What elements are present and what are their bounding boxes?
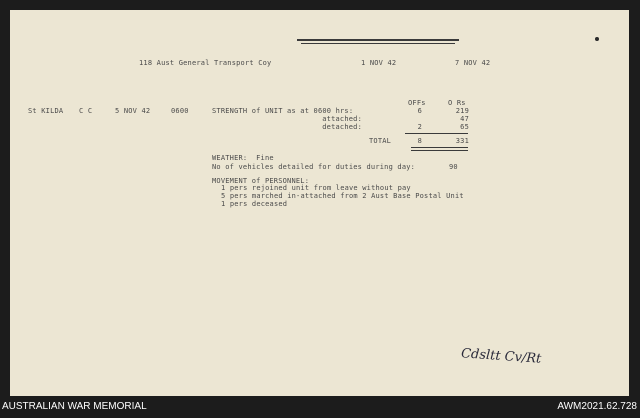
document-page <box>10 10 629 396</box>
total-double-rule-2 <box>411 150 468 151</box>
row-label-detached: detached: <box>322 123 362 131</box>
vehicles-label: No of vehicles detailed for duties during day: <box>212 163 416 171</box>
total-offrs: 8 <box>417 137 422 145</box>
footer-accession: AWM2021.62.728 <box>557 401 637 412</box>
date-to: 7 NOV 42 <box>455 59 491 67</box>
entry-code: C C <box>79 107 93 115</box>
movement-item: 1 pers rejoined unit from leave without pay <box>221 184 411 192</box>
date-from: 1 NOV 42 <box>361 59 397 67</box>
entry-time: 0600 <box>171 107 189 115</box>
punch-dot <box>595 37 599 41</box>
entry-date: 5 NOV 42 <box>115 107 151 115</box>
row-ors-detached: 65 <box>460 123 469 131</box>
total-ors: 331 <box>455 137 469 145</box>
row-ors-value: 219 <box>455 107 469 115</box>
row-offrs-value: 6 <box>417 107 422 115</box>
top-rule <box>297 39 459 41</box>
row-label-attached: attached: <box>322 115 362 123</box>
weather-line: WEATHER: Fine <box>212 154 274 162</box>
subtotal-rule <box>405 133 468 134</box>
top-rule-2 <box>301 43 455 44</box>
strength-title: STRENGTH of UNIT as at 0600 hrs: <box>212 107 354 115</box>
unit-name: 118 Aust General Transport Coy <box>139 59 272 67</box>
total-double-rule <box>411 147 468 148</box>
col-header-offrs: OFFs <box>408 99 426 107</box>
vehicles-value: 90 <box>449 163 458 171</box>
movement-item: 5 pers marched in-attached from 2 Aust Base Postal Unit <box>221 192 464 200</box>
total-label: TOTAL <box>369 137 392 145</box>
footer-source: AUSTRALIAN WAR MEMORIAL <box>2 401 147 412</box>
col-header-ors: O Rs <box>448 99 466 107</box>
handwritten-signature: Cdsltt Cv/Rt <box>460 346 542 367</box>
movement-item: 1 pers deceased <box>221 200 288 208</box>
row-ors-attached: 47 <box>460 115 469 123</box>
entry-place: St KILDA <box>28 107 64 115</box>
movement-title: MOVEMENT of PERSONNEL: <box>212 177 310 185</box>
row-offrs-detached: 2 <box>417 123 422 131</box>
